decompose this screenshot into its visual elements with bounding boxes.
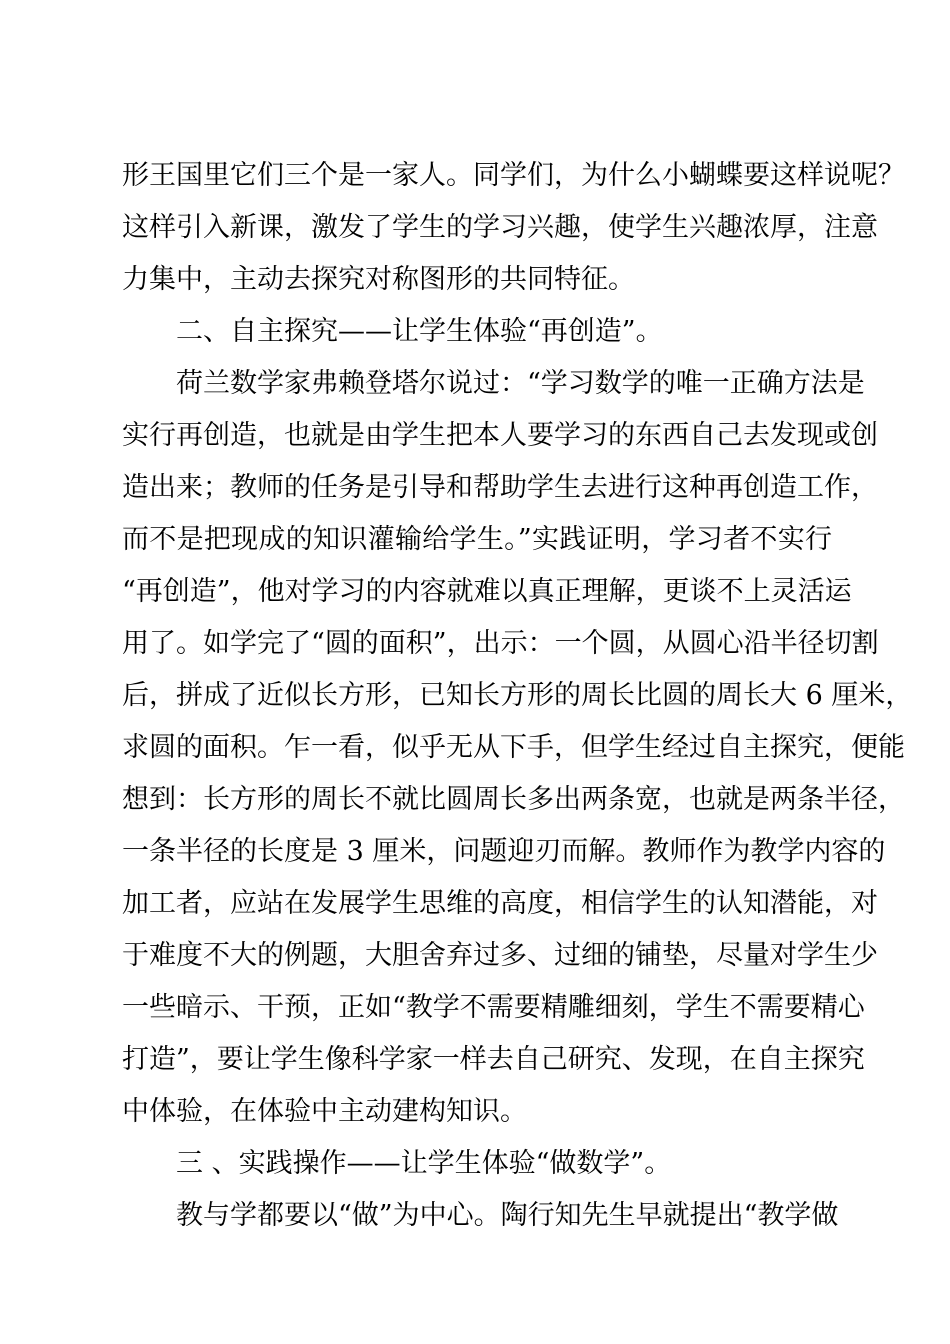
text-line: 一条半径的长度是 3 厘米，问题迎刃而解。教师作为教学内容的 [122, 836, 886, 867]
section-heading: 二、自主探究——让学生体验“再创造”。 [176, 316, 663, 347]
body-text [122, 150, 913, 1242]
text-line: 荷兰数学家弗赖登塔尔说过：“学习数学的唯一正确方法是 [176, 368, 865, 399]
text-line: 力集中，主动去探究对称图形的共同特征。 [122, 264, 635, 295]
text-line: 这样引入新课，激发了学生的学习兴趣，使学生兴趣浓厚，注意 [122, 212, 878, 243]
text-line: 教与学都要以“做”为中心。陶行知先生早就提出“教学做 [176, 1200, 839, 1231]
text-line: 加工者，应站在发展学生思维的高度，相信学生的认知潜能，对 [122, 888, 878, 919]
text-line: 一些暗示、干预，正如“教学不需要精雕细刻，学生不需要精心 [122, 992, 865, 1023]
section-heading: 三 、实践操作——让学生体验“做数学”。 [176, 1148, 672, 1179]
text-line: 后，拼成了近似长方形，已知长方形的周长比圆的周长大 6 厘米， [122, 680, 913, 711]
text-line: 中体验，在体验中主动建构知识。 [122, 1096, 527, 1127]
text-line: 用了。如学完了“圆的面积”，出示：一个圆，从圆心沿半径切割 [122, 628, 879, 659]
text-line: 求圆的面积。乍一看，似乎无从下手，但学生经过自主探究，便能 [122, 732, 905, 763]
text-line: 造出来；教师的任务是引导和帮助学生去进行这种再创造工作， [122, 472, 878, 503]
text-line: 实行再创造，也就是由学生把本人要学习的东西自己去发现或创 [122, 420, 878, 451]
text-line: 而不是把现成的知识灌输给学生。”实践证明，学习者不实行 [122, 524, 832, 555]
text-line: 于难度不大的例题，大胆舍弃过多、过细的铺垫，尽量对学生少 [122, 940, 878, 971]
text-line: 打造”，要让学生像科学家一样去自己研究、发现，在自主探究 [122, 1044, 865, 1075]
text-line: 想到：长方形的周长不就比圆周长多出两条宽，也就是两条半径， [122, 784, 905, 815]
text-line: 形王国里它们三个是一家人。同学们，为什么小蝴蝶要这样说呢？ [122, 160, 905, 191]
text-line: “再创造”，他对学习的内容就难以真正理解，更谈不上灵活运 [122, 576, 852, 607]
